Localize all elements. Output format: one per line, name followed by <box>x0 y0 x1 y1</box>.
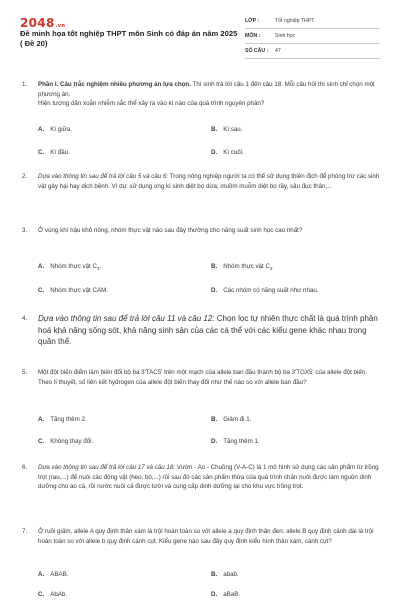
meta-table <box>245 14 380 59</box>
meta-row-lop <box>245 14 380 29</box>
question-number: 5. <box>22 369 28 376</box>
option-d[interactable]: D. Kì cuối. <box>211 149 244 156</box>
question-number: 6. <box>22 464 28 471</box>
lop-label: LỚP : <box>245 18 260 24</box>
option-d[interactable]: D. aBaB. <box>211 591 241 598</box>
question-text: Ở vùng khí hậu khô nóng, nhóm thực vật nào sau đây thường cho năng suất sinh học cao nhất? <box>38 227 303 234</box>
option-b[interactable]: B. Giảm đi 1. <box>211 416 252 423</box>
option-b[interactable]: B. abab. <box>211 571 239 578</box>
question-number: 3. <box>22 227 28 234</box>
socau-label: SỐ CÂU : <box>245 48 269 54</box>
question-text: Phần I. Câu trắc nghiệm nhiều phương án lựa chọn. Thí sinh trả lời câu 1 đến câu 18. Mỗi câu hỏi thí sinh chỉ chọn một phương án. Hiện tượng dãn xoắn nhiễm sắc thể xảy ra vào kì nào của quá trình nguyên phân? <box>38 81 375 108</box>
option-a[interactable]: A. Nhóm thực vật $C_3$. <box>38 263 102 272</box>
question-text: Dựa vào thông tin sau để trả lời câu 5 và câu 6: Trong nông nghiệp người ta có thể sử dụng thiên địch để phòng trừ các sinh vật gây hại hay dịch bệnh. Ví dụ: sử dụng ong kí sinh diệt bọ dừa; muồm muỗm diệt bọ rầy, sâu đục thân;... <box>38 173 380 190</box>
option-d[interactable]: D. Các nhóm có năng suất như nhau. <box>211 287 319 294</box>
option-c[interactable]: C. Không thay đổi. <box>38 438 94 445</box>
site-logo[interactable]: 2048.vn <box>20 16 66 30</box>
question-text: Dựa vào thông tin sau để trả lời câu 17 và câu 18: Vườn - Ao - Chuồng (V-A-C) là 1 mô hình sử dụng các sản phẩm từ trồng trọt (rau,...) để nuôi các động vật (heo, bò,...) rồi sau đó các sản phẩm thừa của quá trình chăn nuôi được làm nguồn dinh dưỡng cho ao cá, rồi nước nuôi cá được tưới và cung cấp dinh dưỡng lại cho khu vực trồng trọt. <box>38 464 379 491</box>
lop-value: Tốt nghiệp THPT <box>275 18 315 24</box>
question-text: Một đột biến điểm làm biến đổi bộ ba 3'TAC5' trên một mạch của allele ban đầu thành bộ ba 3'TGX5' của allele đột biến. Theo lí thuyết, số liên kết hydrogen của allele đột biến thay đổi như thế nào so với allele ban đầu? <box>38 369 367 386</box>
option-c[interactable]: C. AbAb. <box>38 591 68 598</box>
meta-row-socau <box>245 44 380 59</box>
question-text: Dựa vào thông tin sau để trả lời câu 11 và câu 12: Chọn lọc tự nhiên thực chất là quá trình phân hoá khả năng sống sót, khả năng sinh sản của các cá thể với các kiểu gene khác nhau trong quần thể. <box>38 314 378 346</box>
page-header <box>20 14 380 60</box>
question-text: Ở ruồi giấm, allele A quy định thân xám là trội hoàn toàn so với allele a quy định thân đen; allele B quy định cánh dài là trội hoàn toàn so với allele b quy định cánh cụt. Kiểu gene nào sau đây quy định kiểu hình thân xám, cánh cụt? <box>38 528 374 545</box>
option-b[interactable]: B. Kì sau. <box>211 126 243 133</box>
option-a[interactable]: A. Kì giữa. <box>38 126 72 133</box>
mon-label: MÔN : <box>245 33 261 39</box>
question-number: 1. <box>22 81 28 88</box>
socau-value: 47 <box>275 48 281 54</box>
option-b[interactable]: B. Nhóm thực vật $C_4$. <box>211 263 275 272</box>
option-a[interactable]: A. Tăng thêm 2. <box>38 416 87 423</box>
option-a[interactable]: A. ABAB. <box>38 571 69 578</box>
question-number: 4. <box>22 315 28 322</box>
mon-value: Sinh học <box>275 33 296 39</box>
meta-row-mon <box>245 29 380 44</box>
document-title: Đề minh họa tốt nghiệp THPT môn Sinh có đáp án năm 2025 ( Đề 20) <box>20 29 238 48</box>
option-c[interactable]: C. Nhóm thực vật CAM. <box>38 287 108 294</box>
option-c[interactable]: C. Kì đầu. <box>38 149 70 156</box>
question-number: 7. <box>22 528 28 535</box>
option-d[interactable]: D. Tăng thêm 1. <box>211 438 260 445</box>
question-number: 2. <box>22 173 28 180</box>
